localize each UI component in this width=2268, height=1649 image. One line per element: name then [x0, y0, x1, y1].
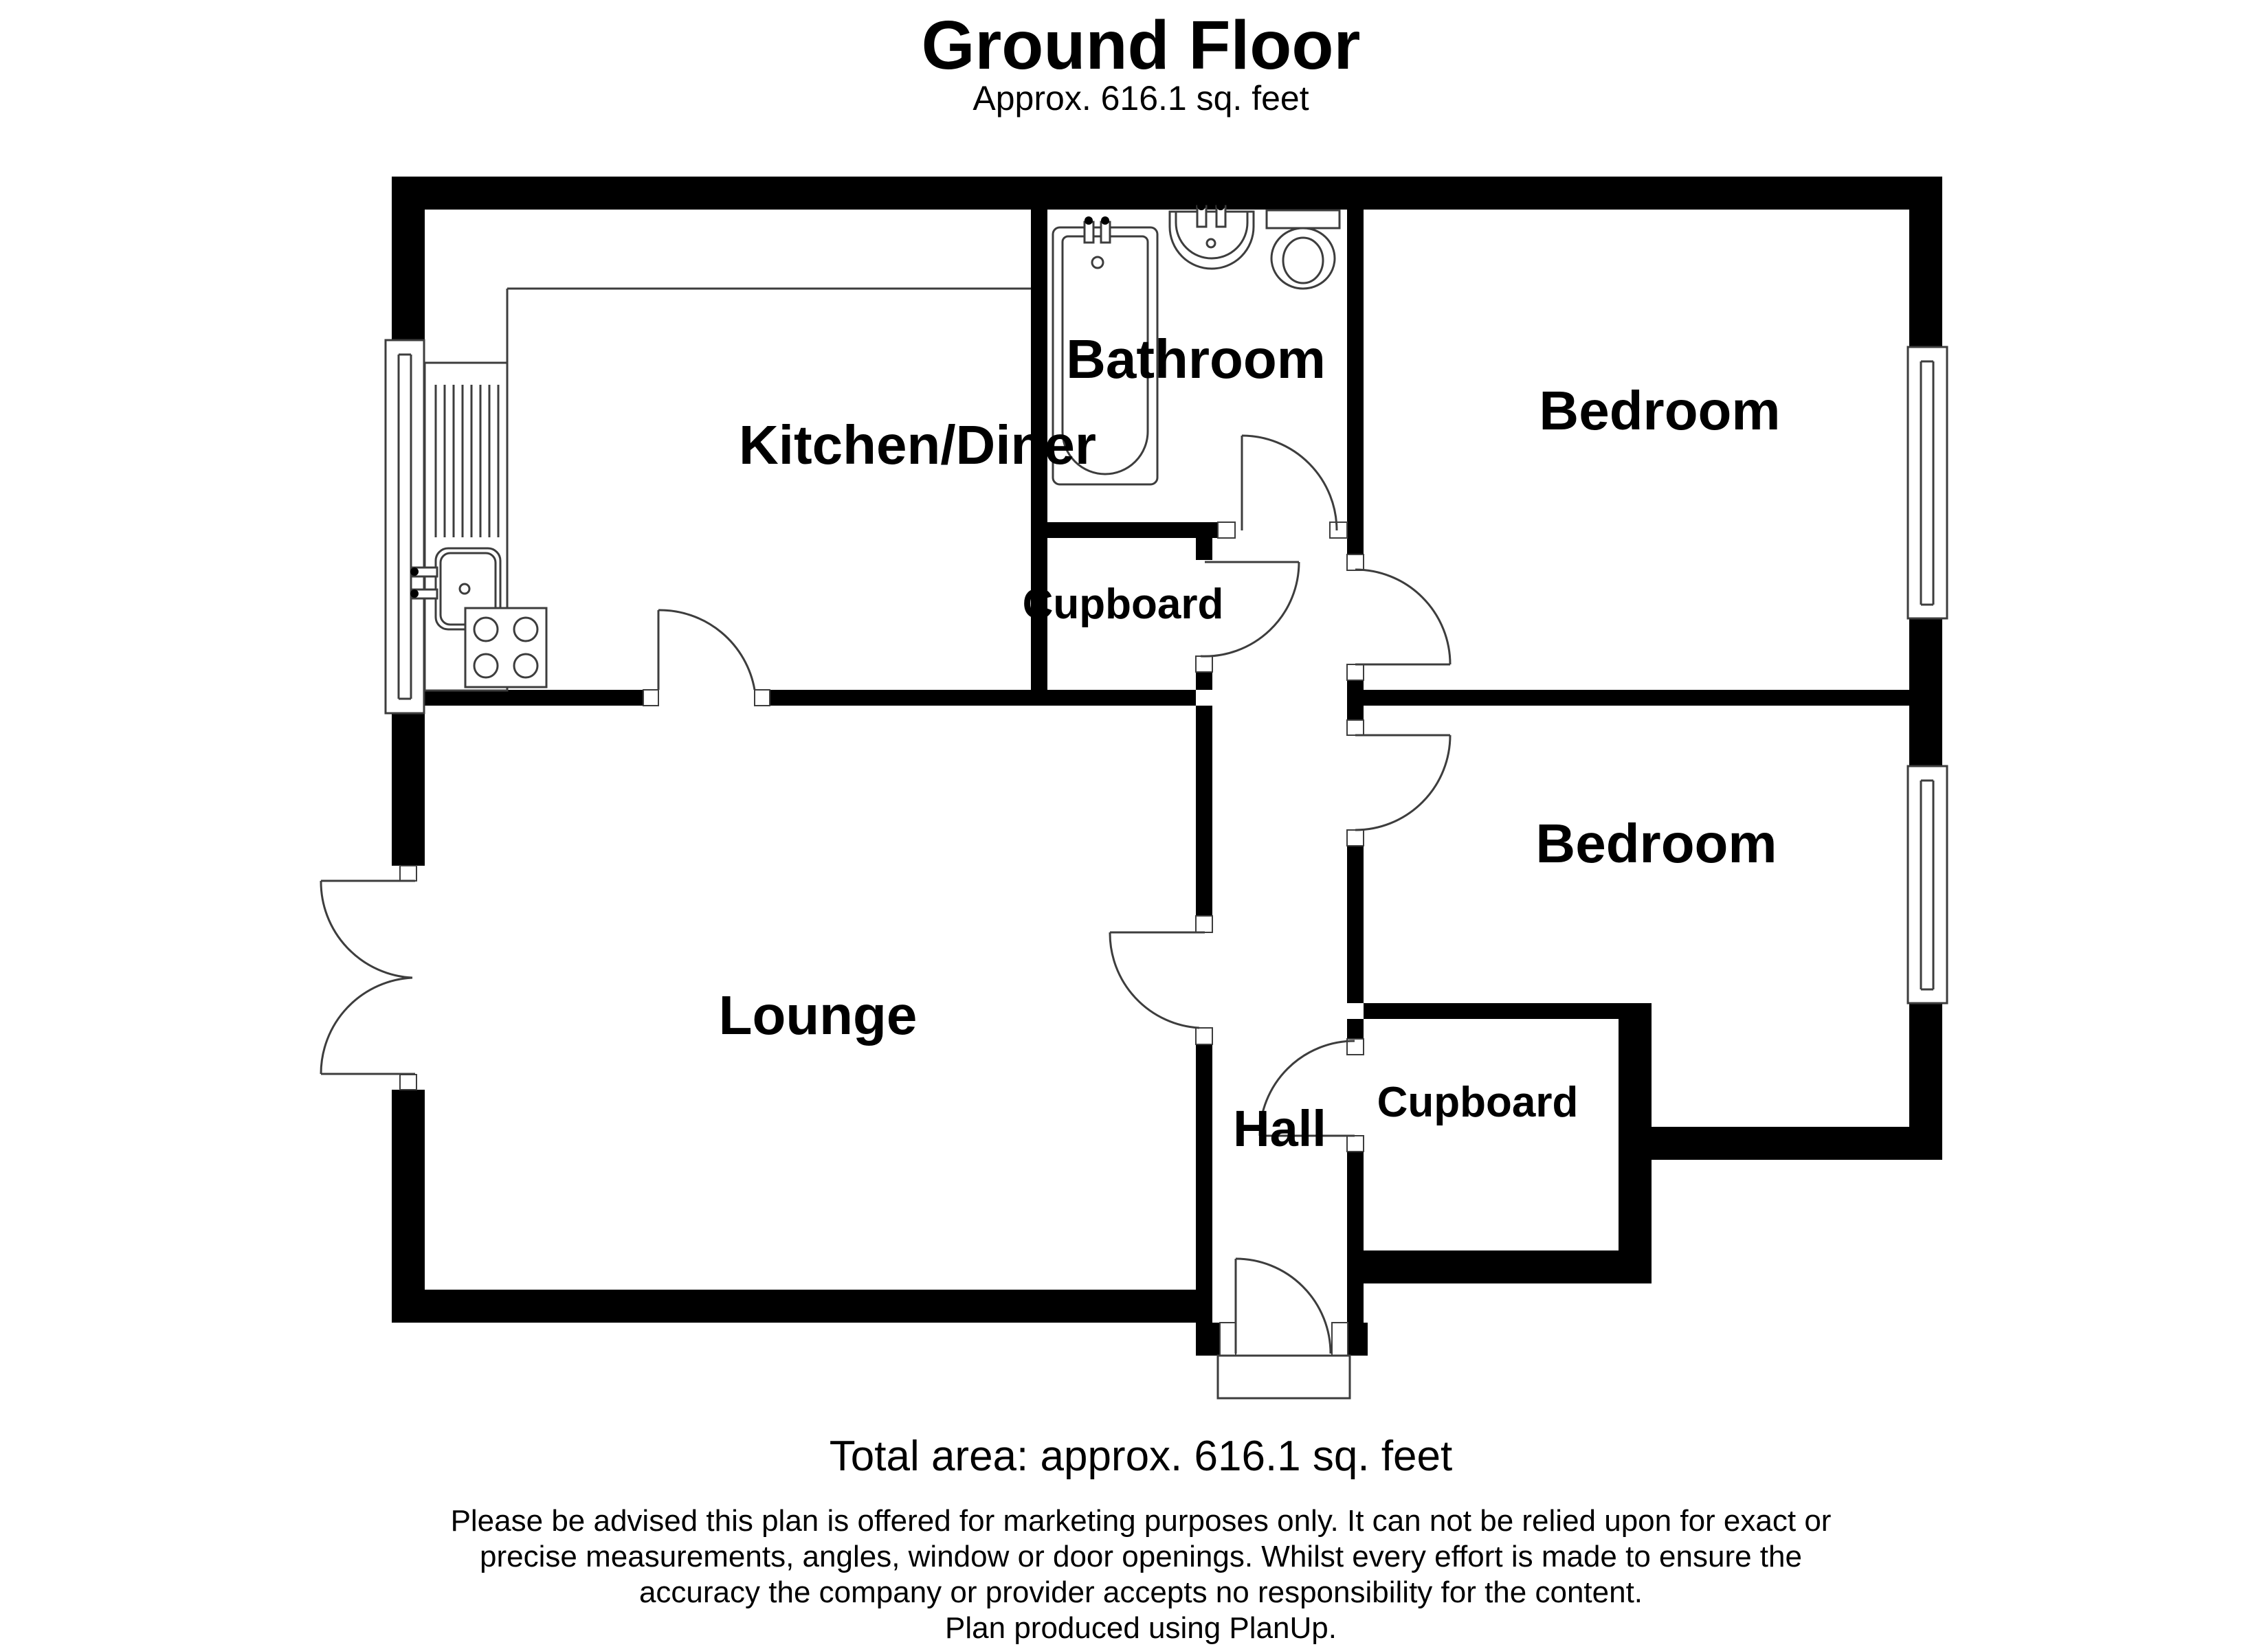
door-swing-arc	[1242, 436, 1337, 530]
wall-segment	[1909, 177, 1942, 347]
door-swing-arc	[1236, 1259, 1331, 1354]
disclaimer-line: accuracy the company or provider accepts no responsibility for the content.	[638, 1575, 1643, 1609]
label-bedroom-top: Bedroom	[1539, 380, 1781, 441]
wall-segment	[1196, 706, 1212, 916]
bath-tap-dot	[1085, 216, 1093, 225]
wall-segment	[1196, 538, 1212, 560]
door-swing-arc	[1355, 570, 1450, 664]
door-jamb	[1347, 1136, 1364, 1152]
wall-segment	[1347, 846, 1364, 1003]
wall-segment	[1047, 522, 1218, 538]
hob	[465, 608, 546, 687]
door-jamb	[400, 1075, 416, 1090]
door-jamb	[400, 866, 416, 881]
wall-segment	[1196, 1323, 1220, 1356]
label-kitchen-diner: Kitchen/Diner	[738, 414, 1097, 475]
wall-segment	[1347, 1152, 1364, 1356]
wall-segment	[1196, 672, 1212, 690]
kitchen-door	[658, 610, 755, 690]
label-cupboard-small: Cupboard	[1022, 581, 1224, 628]
door-jamb	[1347, 720, 1364, 735]
door-swing-arc	[1110, 932, 1199, 1028]
entrance-door	[1236, 1259, 1331, 1354]
door-swing-arc	[658, 610, 755, 690]
wall-segment	[1364, 1003, 1652, 1019]
window-frame	[1908, 766, 1947, 1003]
wall-segment	[1619, 1019, 1652, 1283]
wall-segment	[392, 1090, 425, 1323]
bedroom-top-door	[1355, 570, 1450, 664]
toilet	[1267, 210, 1339, 289]
label-hall: Hall	[1233, 1100, 1326, 1157]
footer	[451, 1433, 1832, 1645]
wall-segment	[1347, 210, 1364, 554]
wall-segment	[1347, 680, 1364, 720]
label-bedroom-middle: Bedroom	[1535, 813, 1777, 874]
door-jamb	[1347, 664, 1364, 680]
door-jamb	[1330, 522, 1347, 538]
sink-tap-dot	[410, 590, 419, 598]
bedroom-top-window	[1908, 347, 1947, 618]
label-cupboard-large: Cupboard	[1377, 1079, 1579, 1126]
lounge-french-doors	[321, 881, 415, 1074]
sink-tap-dot	[410, 568, 419, 576]
wall-segment	[392, 177, 1942, 210]
basin	[1170, 202, 1254, 269]
bath-tap-dot	[1101, 216, 1109, 225]
bath-tap	[1101, 222, 1110, 243]
wall-segment	[1619, 1127, 1942, 1160]
credit-line: Plan produced using PlanUp.	[945, 1611, 1337, 1645]
wall-segment	[1364, 690, 1909, 706]
wall-segment	[425, 690, 643, 706]
wall-segment	[392, 177, 425, 340]
total-area-text: Total area: approx. 616.1 sq. feet	[829, 1433, 1453, 1480]
window-frame	[1908, 347, 1947, 618]
lounge-door	[1110, 932, 1205, 1028]
kitchen-window	[386, 340, 424, 713]
door-jamb	[1196, 916, 1212, 932]
disclaimer-line: precise measurements, angles, window or door openings. Whilst every effort is made to ensure the	[480, 1540, 1802, 1573]
wall-segment	[1347, 1250, 1652, 1283]
page-subtitle: Approx. 616.1 sq. feet	[972, 79, 1309, 117]
door-jamb	[1347, 830, 1364, 846]
bedroom-middle-window	[1908, 766, 1947, 1003]
toilet-cistern	[1267, 210, 1339, 228]
wall-segment	[1909, 618, 1942, 766]
door-swing-arc	[321, 978, 412, 1074]
wall-segment	[770, 690, 1196, 706]
disclaimer-line: Please be advised this plan is offered for marketing purposes only. It can not be relied upon for exact or	[450, 1504, 1832, 1538]
door-swing-arc	[1355, 735, 1450, 830]
label-bathroom: Bathroom	[1066, 328, 1326, 390]
window-frame	[386, 340, 424, 713]
drainer	[436, 385, 498, 537]
door-jamb	[1196, 1028, 1212, 1044]
basin-tap-dot	[1197, 202, 1205, 210]
bathroom-door	[1242, 436, 1337, 530]
label-lounge: Lounge	[718, 985, 918, 1046]
door-jamb	[1220, 1323, 1236, 1356]
door-jamb	[643, 690, 658, 706]
basin-tap-dot	[1216, 202, 1225, 210]
wall-segment	[392, 713, 425, 866]
kitchen-fixtures	[410, 289, 1031, 691]
wall-segment	[1196, 1044, 1212, 1323]
bath-tap	[1085, 222, 1093, 243]
entrance-step	[1218, 1356, 1350, 1398]
wall-segment	[1347, 1019, 1364, 1039]
door-swing-arc	[321, 881, 412, 978]
door-jamb	[755, 690, 770, 706]
door-jamb	[1347, 554, 1364, 570]
door-jamb	[1332, 1323, 1348, 1356]
page-title: Ground Floor	[921, 7, 1361, 84]
bedroom-middle-door	[1355, 735, 1450, 830]
door-jamb	[1218, 522, 1235, 538]
wall-segment	[392, 1290, 1212, 1323]
door-jamb	[1196, 656, 1212, 672]
